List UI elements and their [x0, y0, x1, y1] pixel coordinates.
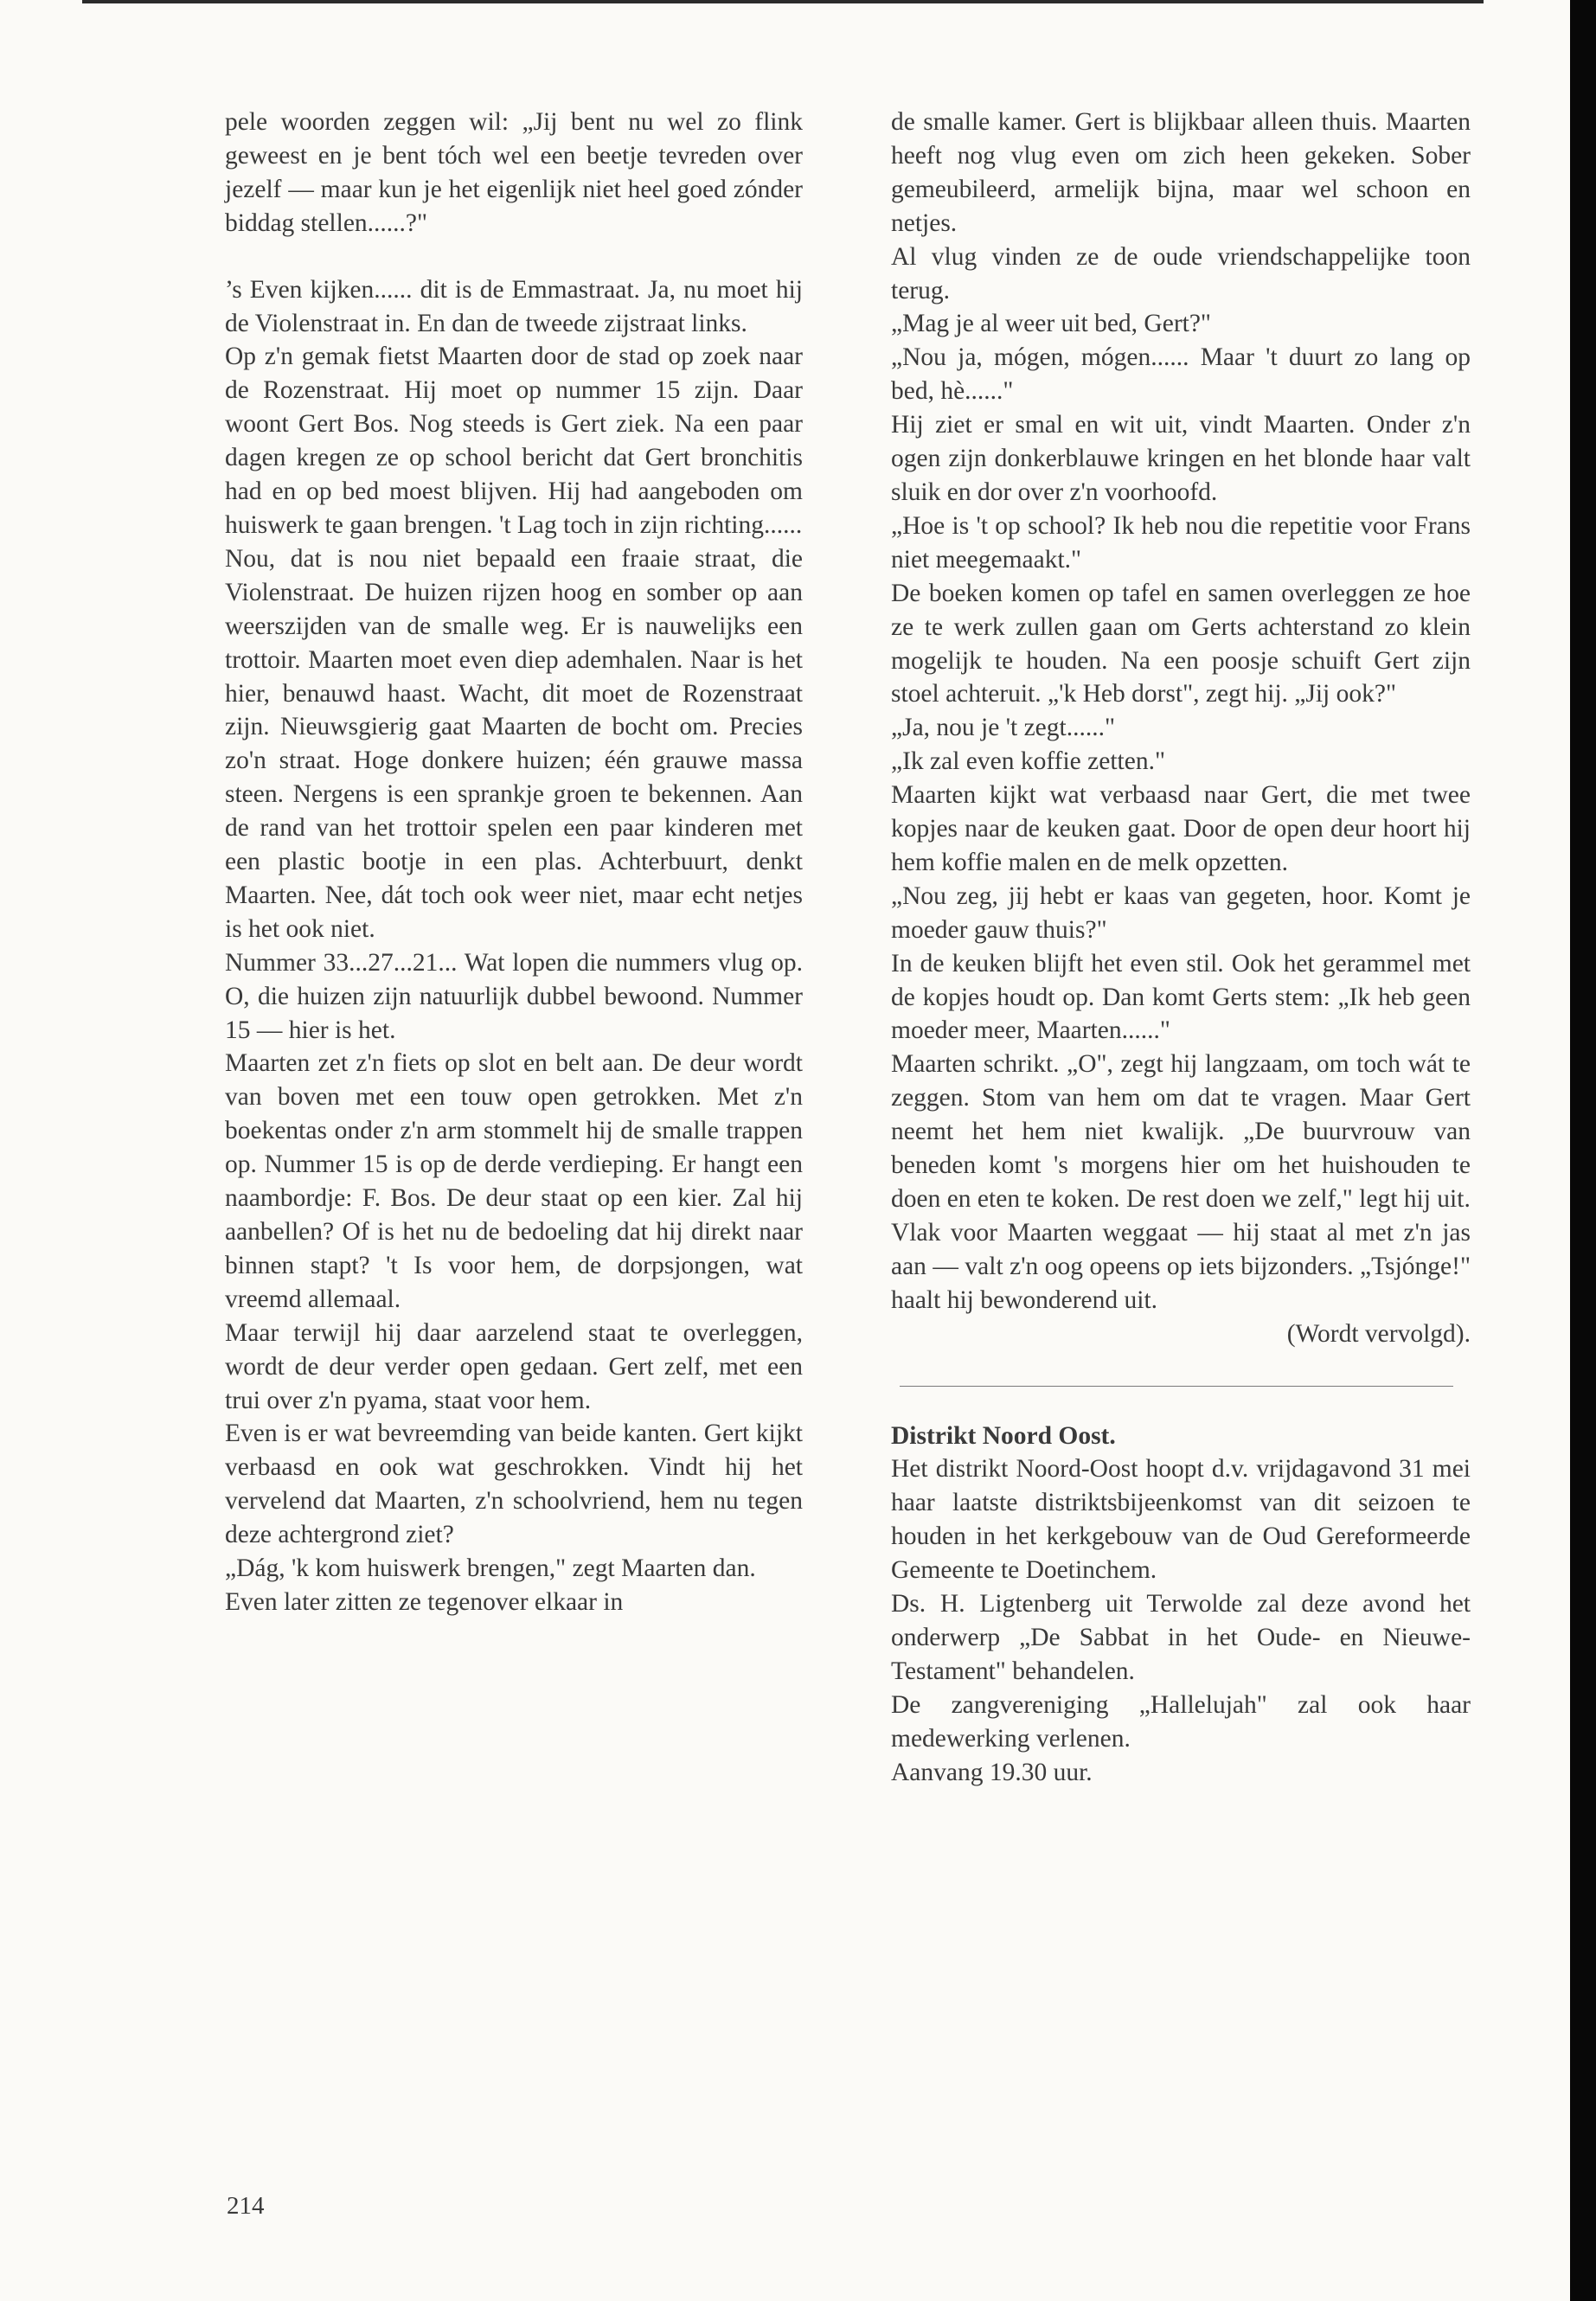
notice-paragraph: Aanvang 19.30 uur.: [891, 1758, 1093, 1786]
paragraph: Nummer 33...27...21... Wat lopen die nummers vlug op. O, die huizen zijn natuurlijk dubbel bewoond. Nummer 15 — hier is het.: [225, 948, 803, 1044]
to-be-continued: (Wordt vervolgd).: [1286, 1319, 1471, 1348]
paragraph: Al vlug vinden ze de oude vriendschappelijke toon terug.: [891, 242, 1471, 304]
notice-paragraph: Het distrikt Noord-Oost hoopt d.v. vrijdagavond 31 mei haar laatste distriktsbijeenkomst van dit seizoen te houden in het kerkgebouw van de Oud Gereformeerde Gemeente te Doetinchem.: [891, 1455, 1471, 1585]
scan-edge: [1570, 0, 1596, 2301]
paragraph: pele woorden zeggen wil: „Jij bent nu wel zo flink geweest en je bent tóch wel een beetje tevreden over jezelf — maar kun je het eigenlijk niet heel goed zónder biddag stellen......?": [225, 108, 803, 237]
paragraph: „Nou ja, mógen, mógen...... Maar 't duurt zo lang op bed, hè......": [891, 343, 1471, 406]
paragraph: „Hoe is 't op school? Ik heb nou die repetitie voor Frans niet meegemaakt.": [891, 511, 1471, 574]
paragraph: Vlak voor Maarten weggaat — hij staat al met z'n jas aan — valt z'n oog opeens op iets bijzonders. „Tsjónge!" haalt hij bewonderend uit.: [891, 1218, 1471, 1314]
paragraph: „Nou zeg, jij hebt er kaas van gegeten, hoor. Komt je moeder gauw thuis?": [891, 881, 1471, 944]
right-column: [891, 106, 1471, 1790]
spacer: [225, 240, 803, 273]
paragraph: Maar terwijl hij daar aarzelend staat te overleggen, wordt de deur verder open gedaan. Gert zelf, met een trui over z'n pyama, staat voor hem.: [225, 1318, 803, 1414]
paragraph: Nou, dat is nou niet bepaald een fraaie straat, die Violenstraat. De huizen rijzen hoog en somber op aan weerszijden van de smalle weg. Er is nauwelijks een trottoir. Maarten moet even diep ademhalen. Naar is het hier, benauwd haast. Wacht, dit moet de Rozenstraat zijn. Nieuwsgierig gaat Maarten de bocht om. Precies zo'n straat. Hoge donkere huizen; één grauwe massa steen. Nergens is een sprankje groen te bekennen. Aan de rand van het trottoir spelen een paar kinderen met een plastic bootje in een plas. Achterbuurt, denkt Maarten. Nee, dát toch ook weer niet, maar echt netjes is het ook niet.: [225, 544, 803, 943]
section-divider: [900, 1386, 1453, 1387]
left-column: [225, 106, 803, 1619]
top-rule: [82, 0, 1484, 3]
paragraph: Maarten zet z'n fiets op slot en belt aan. De deur wordt van boven met een touw open getrokken. Met z'n boekentas onder z'n arm stommelt hij de smalle trappen op. Nummer 15 is op de derde verdieping. Er hangt een naambordje: F. Bos. De deur staat op een kier. Zal hij aanbellen? Of is het nu de bedoeling dat hij direkt naar binnen stapt? 't Is voor hem, de dorpsjongen, wat vreemd allemaal.: [225, 1049, 803, 1313]
paragraph: Maarten kijkt wat verbaasd naar Gert, die met twee kopjes naar de keuken gaat. Door de open deur hoort hij hem koffie malen en de melk opzetten.: [891, 781, 1471, 876]
paragraph: „Ja, nou je 't zegt......": [891, 714, 1116, 742]
paragraph: Hij ziet er smal en wit uit, vindt Maarten. Onder z'n ogen zijn donkerblauwe kringen en het blonde haar valt sluik en dor over z'n voorhoofd.: [891, 411, 1471, 506]
paragraph: In de keuken blijft het even stil. Ook het gerammel met de kopjes houdt op. Dan komt Gerts stem: „Ik heb geen moeder meer, Maarten......": [891, 949, 1471, 1045]
notice-paragraph: De zangvereniging „Hallelujah" zal ook haar medewerking verlenen.: [891, 1690, 1471, 1753]
notice-heading: Distrikt Noord Oost.: [891, 1421, 1116, 1450]
paragraph: Op z'n gemak fietst Maarten door de stad op zoek naar de Rozenstraat. Hij moet op nummer 15 zijn. Daar woont Gert Bos. Nog steeds is Gert ziek. Na een paar dagen kregen ze op school bericht dat Gert bronchitis had en op bed moest blijven. Hij had aangeboden om huiswerk te gaan brengen. 't Lag toch in zijn richting......: [225, 343, 803, 539]
paragraph: „Mag je al weer uit bed, Gert?": [891, 310, 1211, 338]
notice-paragraph: Ds. H. Ligtenberg uit Terwolde zal deze avond het onderwerp „De Sabbat in het Oude- en Nieuwe-Testament" behandelen.: [891, 1590, 1471, 1685]
paragraph: ’s Even kijken...... dit is de Emmastraat. Ja, nu moet hij de Violenstraat in. En dan de tweede zijstraat links.: [225, 275, 803, 337]
paragraph: Maarten schrikt. „O", zegt hij langzaam, om toch wát te zeggen. Stom van hem om dat te vragen. Maar Gert neemt het hem niet kwalijk. „De buurvrouw van beneden komt 's morgens hier om het huishouden te doen en eten te koken. De rest doen we zelf," legt hij uit.: [891, 1050, 1471, 1213]
paragraph: De boeken komen op tafel en samen overleggen ze hoe ze te werk zullen gaan om Gerts achterstand zo klein mogelijk te houden. Na een poosje schuift Gert zijn stoel achteruit. „'k Heb dorst", zegt hij. „Jij ook?": [891, 579, 1471, 708]
paragraph: Even is er wat bevreemding van beide kanten. Gert kijkt verbaasd en ook wat geschrokken. Vindt hij het vervelend dat Maarten, z'n schoolvriend, hem nu tegen deze achtergrond ziet?: [225, 1420, 803, 1549]
paragraph: „Dág, 'k kom huiswerk brengen," zegt Maarten dan.: [225, 1554, 756, 1583]
paragraph: „Ik zal even koffie zetten.": [891, 747, 1165, 776]
paragraph: Even later zitten ze tegenover elkaar in: [225, 1587, 624, 1616]
district-notice: [891, 1420, 1471, 1790]
paragraph: de smalle kamer. Gert is blijkbaar alleen thuis. Maarten heeft nog vlug even om zich heen gekeken. Sober gemeubileerd, armelijk bijna, maar wel schoon en netjes.: [891, 108, 1471, 237]
page-number: 214: [227, 2192, 265, 2220]
